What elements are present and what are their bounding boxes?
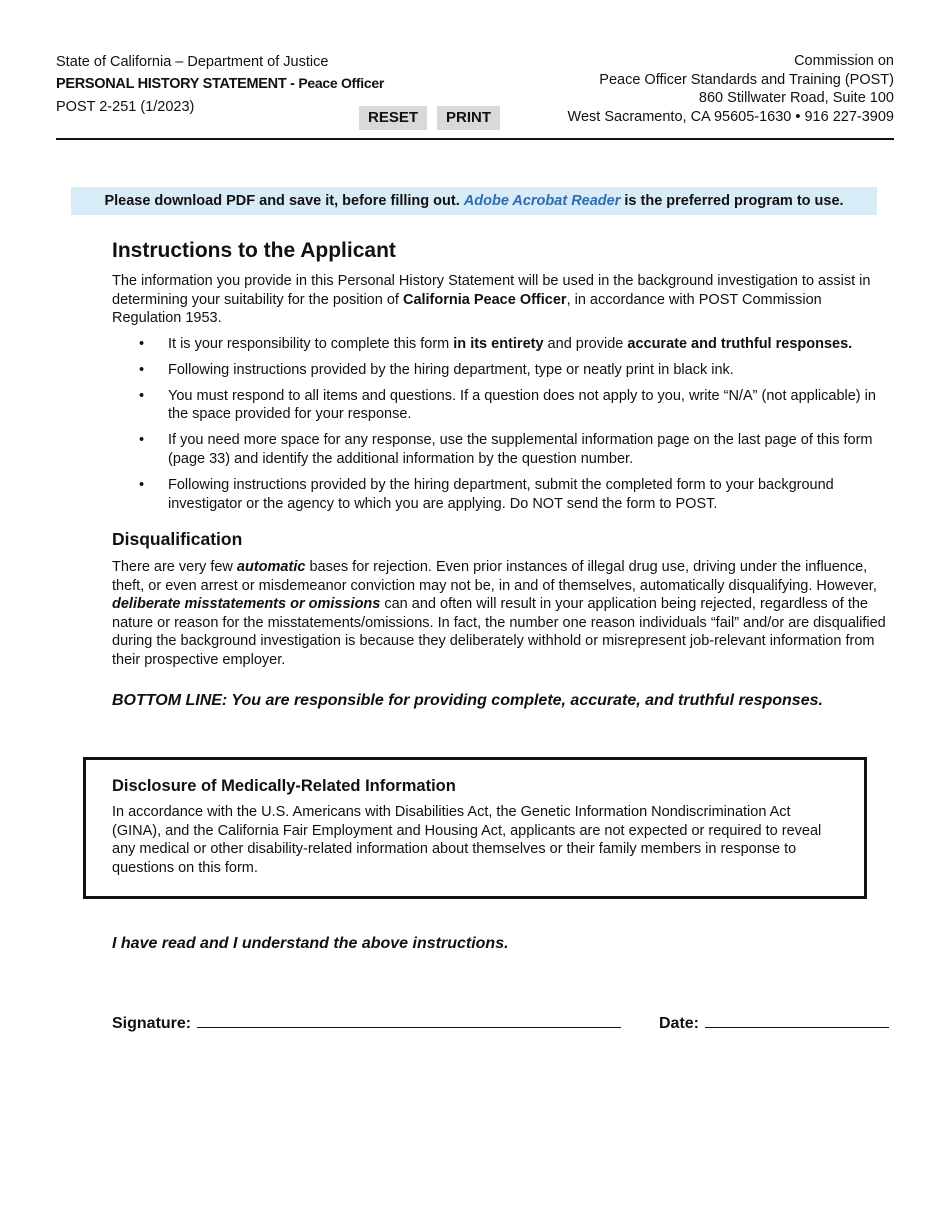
bullet-text: and provide [543, 335, 628, 352]
disclosure-text: In accordance with the U.S. Americans with Disabilities Act, the Genetic Information Nondiscrimination Act (GINA), and the California Fair Employment and Housing Act, applicants are not expected or required to reveal any medical or other disability-related information about themselves or their family members in response to questions on this form. [112, 804, 822, 877]
disq-emphasis: deliberate misstatements or omissions [112, 596, 381, 613]
bullet-text: Following instructions provided by the hiring department, type or neatly print in black ink. [168, 361, 734, 378]
disclosure-content [112, 776, 842, 878]
commission-line: Commission on [794, 53, 894, 69]
date-label: Date: [659, 1015, 700, 1032]
date-field [659, 1012, 889, 1033]
instructions-section [112, 238, 894, 711]
commission-line: West Sacramento, CA 95605-1630 • 916 227-3909 [567, 108, 894, 125]
bullet-icon: • [139, 335, 145, 352]
intro-bold: California Peace Officer [402, 291, 567, 308]
disqualification-heading: Disqualification [112, 529, 243, 550]
bullet-text: Following instructions provided by the hiring department, submit the completed form to your background investigator or the agency to which you are applying. Do NOT send the form to POST. [168, 476, 834, 512]
list-item [112, 335, 894, 354]
form-title [56, 73, 384, 95]
date-line[interactable] [705, 1012, 889, 1028]
list-item [112, 476, 894, 513]
intro-text: The information you provide in this Personal History Statement will be used in the background investigation to assist in determining your suitability for the position of [112, 273, 871, 308]
commission-line: Peace Officer Standards and Training (POST) [599, 71, 894, 88]
instructions-intro [112, 272, 894, 328]
bullet-text: You must respond to all items and questions. If a question does not apply to you, write “N/A” (not applicable) in the space provided for your response. [168, 387, 876, 423]
list-item [112, 387, 894, 424]
instructions-list [112, 335, 894, 513]
bullet-icon: • [139, 387, 145, 404]
bottom-line: BOTTOM LINE: You are responsible for providing complete, accurate, and truthful responses. [112, 691, 823, 709]
bullet-text: It is your responsibility to complete this form [168, 335, 454, 352]
bullet-bold: in its entirety [453, 335, 544, 352]
instructions-heading: Instructions to the Applicant [112, 239, 396, 262]
commission-address [568, 52, 894, 126]
signature-field [112, 1012, 621, 1033]
header-left [56, 52, 384, 118]
list-item [112, 361, 894, 380]
header-divider [56, 138, 894, 140]
signature-line[interactable] [197, 1012, 621, 1028]
bullet-icon: • [139, 476, 145, 493]
bullet-icon: • [139, 432, 145, 449]
disclosure-box [83, 757, 867, 899]
disqualification-text [112, 558, 894, 670]
intro-text-end: , in accordance with POST Commission Regulation 1953. [112, 291, 822, 327]
form-title-main: PERSONAL HISTORY STATEMENT - [56, 76, 299, 92]
disq-emphasis: automatic [236, 559, 306, 576]
list-item [112, 431, 894, 468]
bullet-bold: accurate and truthful responses. [627, 335, 853, 352]
form-title-sub: Peace Officer [298, 75, 384, 91]
disq-text: can and often will result in your application being rejected, regardless of the nature or reason for the misstatements/omissions. In fact, the number one reason individuals “fail” and/or are disqualified during the background investigation is because they deliberately withhold or misrepresent job-relevant information from their prospective employer. [112, 596, 886, 669]
reset-button[interactable]: RESET [359, 106, 427, 130]
print-button[interactable]: PRINT [437, 106, 500, 130]
signature-label: Signature: [112, 1015, 192, 1032]
acrobat-reader-link[interactable]: Adobe Acrobat Reader [463, 193, 621, 209]
disq-text: There are very few [112, 559, 237, 576]
form-number: POST 2-251 (1/2023) [56, 99, 195, 115]
disq-text: bases for rejection. Even prior instances of illegal drug use, driving under the influence, theft, or even arrest or misdemeanor conviction may not be, in and of themselves, automatically disqualifying. However, [112, 559, 877, 594]
download-notice [71, 187, 877, 215]
agency-name: State of California – Department of Justice [56, 54, 329, 70]
commission-line: 860 Stillwater Road, Suite 100 [698, 90, 894, 106]
notice-text-before: Please download PDF and save it, before filling out. [104, 193, 464, 209]
disclosure-heading: Disclosure of Medically-Related Information [112, 777, 456, 795]
acknowledgement-statement: I have read and I understand the above instructions. [112, 935, 509, 952]
bullet-text: If you need more space for any response, use the supplemental information page on the last page of this form (page 33) and identify the additional information by the question number. [168, 432, 873, 467]
notice-text-after: is the preferred program to use. [620, 193, 844, 209]
bullet-icon: • [139, 361, 145, 378]
